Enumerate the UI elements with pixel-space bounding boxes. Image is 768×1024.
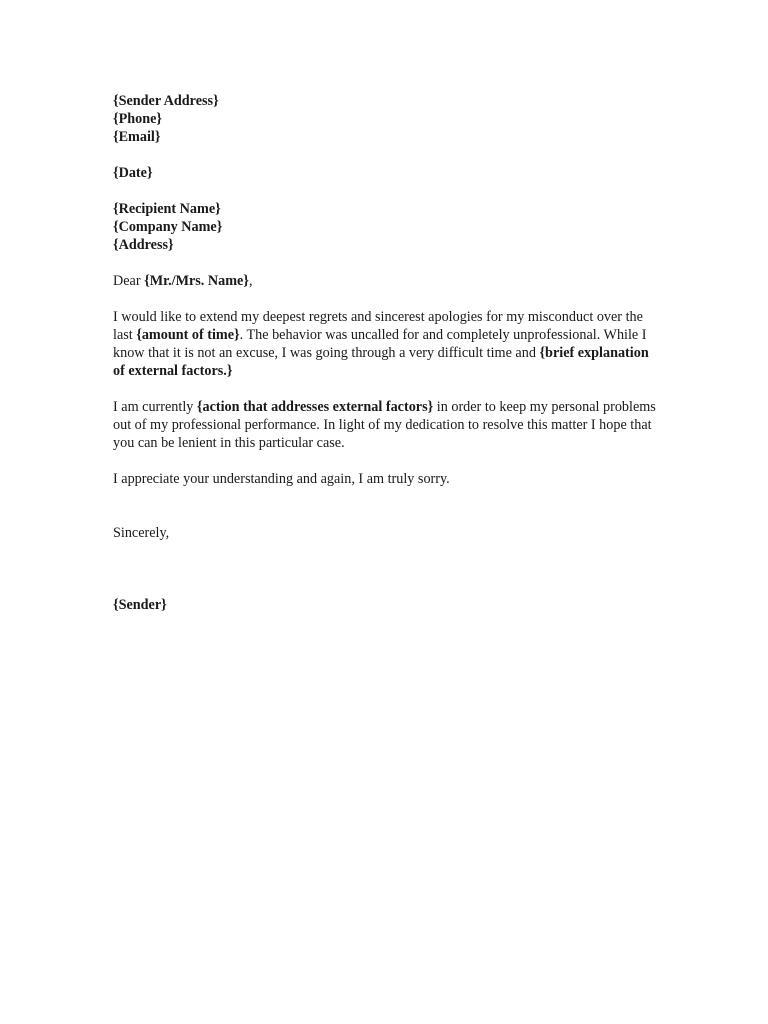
- date-block: [113, 164, 661, 182]
- paragraph-2-text-a: I am currently: [113, 399, 197, 415]
- recipient-name: {Recipient Name}: [113, 201, 221, 217]
- sender-block: [113, 92, 661, 146]
- salutation-suffix: ,: [248, 273, 253, 289]
- sender-address: {Sender Address}: [113, 93, 219, 109]
- paragraph-1-text-b: . The behavior was uncalled for and completely unprofessional. While I know that it is not an excuse, I was going through a very difficult time and: [113, 327, 647, 361]
- amount-of-time-placeholder: {amount of time}: [136, 327, 240, 343]
- signature-block: [113, 596, 661, 614]
- recipient-company: {Company Name}: [113, 219, 223, 235]
- body-paragraph-1: [113, 308, 661, 380]
- letter-document: [113, 92, 661, 614]
- sender-phone: {Phone}: [113, 111, 163, 127]
- recipient-block: [113, 200, 661, 254]
- external-factors-placeholder: {brief explanation of external factors.}: [113, 345, 649, 379]
- sender-email: {Email}: [113, 129, 161, 145]
- closing-text: Sincerely,: [113, 525, 170, 541]
- closing: [113, 524, 661, 542]
- salutation-name: {Mr./Mrs. Name}: [144, 273, 249, 289]
- recipient-address: {Address}: [113, 237, 174, 253]
- sender-signature: {Sender}: [113, 597, 167, 613]
- action-placeholder: {action that addresses external factors}: [196, 399, 434, 415]
- body-paragraph-3: I appreciate your understanding and again, I am truly sorry.: [113, 471, 450, 487]
- letter-date: {Date}: [113, 165, 153, 181]
- paragraph-2-text-b: in order to keep my personal problems out of my professional performance. In light of my dedication to resolve this matter I hope that you can be lenient in this particular case.: [113, 399, 656, 451]
- body-paragraph-2: [113, 398, 661, 452]
- salutation-prefix: Dear: [113, 273, 145, 289]
- paragraph-1-text-a: I would like to extend my deepest regrets and sincerest apologies for my misconduct over the last: [113, 309, 643, 343]
- salutation: [113, 272, 661, 290]
